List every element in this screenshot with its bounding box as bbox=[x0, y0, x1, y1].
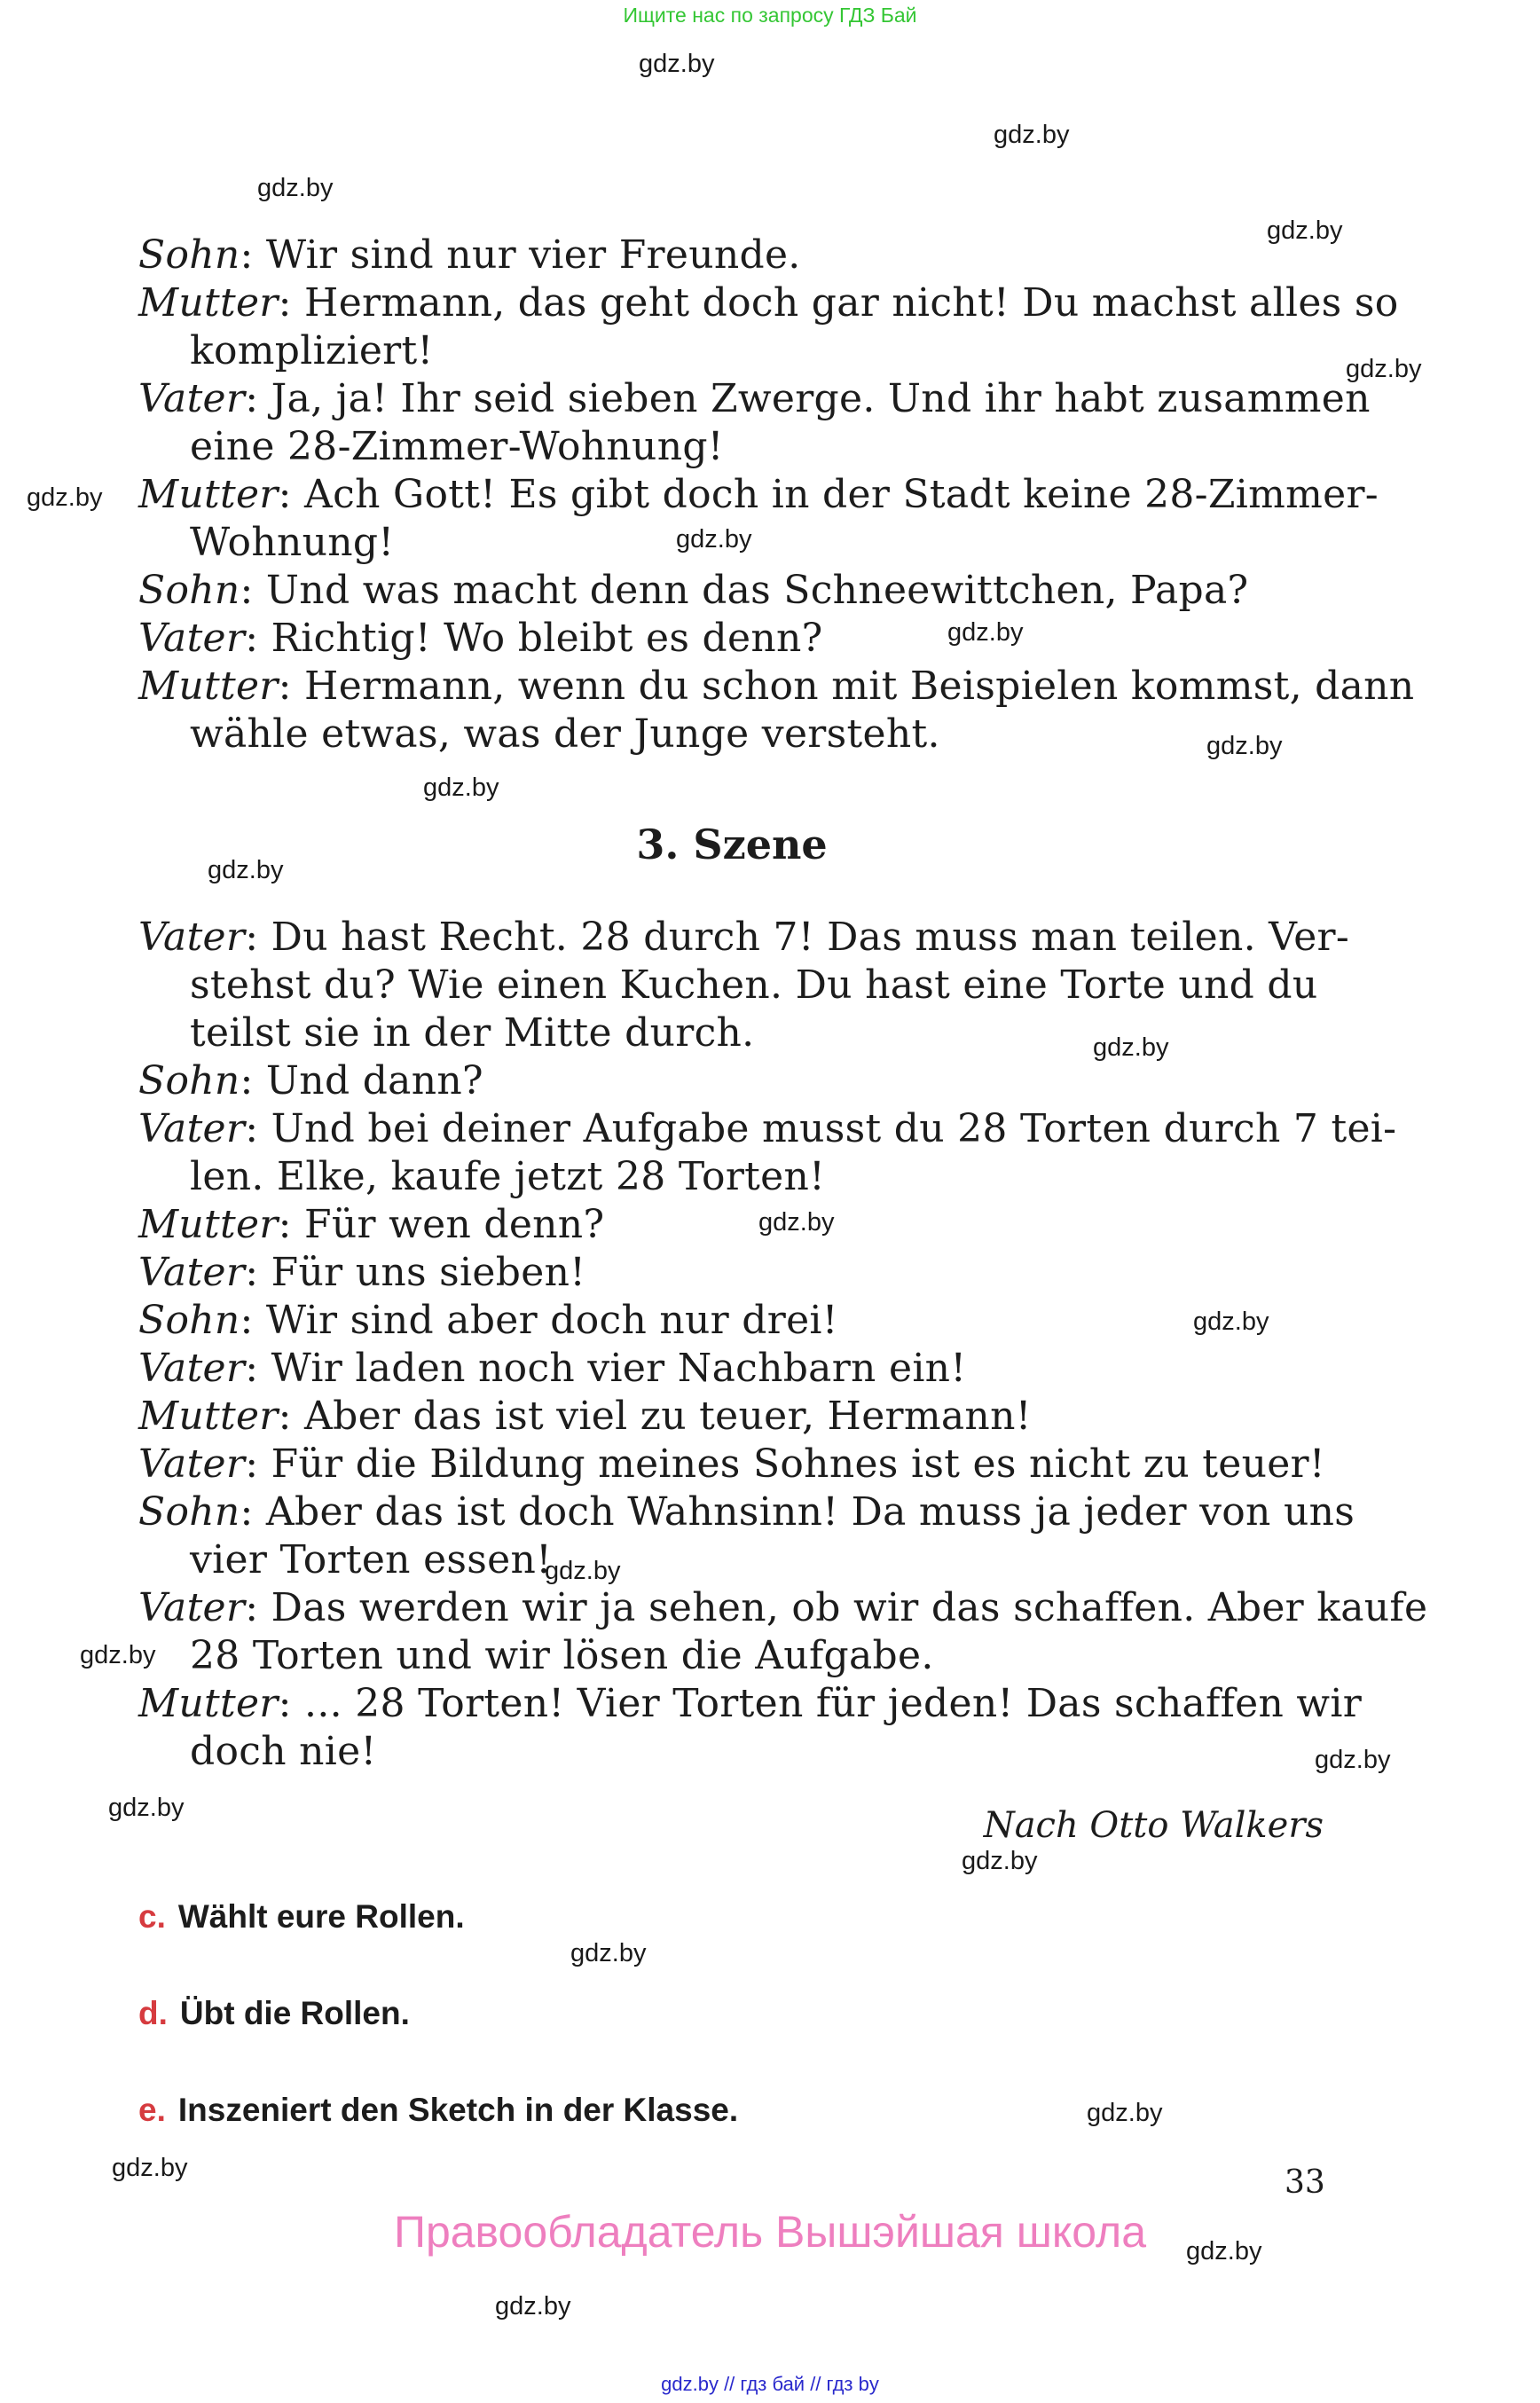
task-text: Wählt eure Rollen. bbox=[177, 1898, 465, 1935]
dialogue-line bbox=[138, 279, 1399, 327]
speech-text: : Für die Bildung meines Sohnes ist es nicht zu teuer! bbox=[245, 1441, 1325, 1487]
watermark: gdz.by bbox=[1093, 1033, 1169, 1062]
speaker-name: Mutter bbox=[138, 1394, 279, 1439]
speech-text: : Wir laden noch vier Nachbarn ein! bbox=[245, 1346, 967, 1391]
dialogue-line bbox=[138, 1249, 585, 1297]
watermark: gdz.by bbox=[1186, 2237, 1262, 2266]
dialogue-continuation: doch nie! bbox=[190, 1729, 377, 1774]
dialogue-line bbox=[138, 914, 1349, 962]
speech-text: : Wir sind aber doch nur drei! bbox=[240, 1298, 838, 1343]
watermark: gdz.by bbox=[495, 2292, 571, 2321]
dialogue-line bbox=[138, 615, 823, 663]
watermark: gdz.by bbox=[108, 1794, 185, 1822]
watermark: gdz.by bbox=[423, 774, 499, 802]
speech-text: : Für wen denn? bbox=[278, 1202, 605, 1247]
speech-text: : Das werden wir ja sehen, ob wir das schaffen. Aber kaufe bbox=[245, 1585, 1428, 1630]
dialogue-line bbox=[138, 232, 801, 279]
watermark: gdz.by bbox=[80, 1641, 156, 1669]
dialogue-continuation: len. Elke, kaufe jetzt 28 Torten! bbox=[190, 1154, 826, 1199]
watermark: gdz.by bbox=[27, 483, 103, 512]
speaker-name: Vater bbox=[138, 1106, 246, 1151]
task-text: Übt die Rollen. bbox=[179, 1995, 410, 2031]
dialogue-line bbox=[138, 1057, 483, 1105]
task-item bbox=[138, 1995, 410, 2032]
speech-text: : Aber das ist viel zu teuer, Hermann! bbox=[278, 1394, 1032, 1439]
speaker-name: Mutter bbox=[138, 472, 279, 517]
task-item bbox=[138, 2092, 738, 2129]
speech-text: : Aber das ist doch Wahnsinn! Da muss ja jeder von uns bbox=[240, 1489, 1355, 1535]
task-letter: d. bbox=[138, 1995, 168, 2031]
speech-text: : Wir sind nur vier Freunde. bbox=[240, 232, 801, 278]
dialogue-continuation: kompliziert! bbox=[190, 328, 434, 373]
speaker-name: Vater bbox=[138, 1250, 246, 1295]
watermark: gdz.by bbox=[208, 856, 284, 884]
footer-links[interactable]: gdz.by // гдз бай // гдз by bbox=[661, 2373, 879, 2395]
dialogue-continuation: teilst sie in der Mitte durch. bbox=[190, 1010, 755, 1056]
dialogue-continuation: vier Torten essen! bbox=[190, 1537, 553, 1582]
speaker-name: Vater bbox=[138, 1346, 246, 1391]
watermark: gdz.by bbox=[570, 1939, 647, 1967]
watermark: gdz.by bbox=[545, 1557, 621, 1585]
dialogue-continuation: eine 28-Zimmer-Wohnung! bbox=[190, 424, 724, 469]
page-number: 33 bbox=[1285, 2164, 1325, 2201]
dialogue-line bbox=[138, 1105, 1396, 1153]
speech-text: : ... 28 Torten! Vier Torten für jeden! Das schaffen wir bbox=[278, 1681, 1363, 1726]
dialogue-line bbox=[138, 1201, 604, 1249]
watermark: gdz.by bbox=[1315, 1746, 1391, 1774]
watermark: gdz.by bbox=[1267, 216, 1343, 245]
speech-text: : Und bei deiner Aufgabe musst du 28 Torten durch 7 tei- bbox=[245, 1106, 1397, 1151]
speaker-name: Mutter bbox=[138, 1681, 279, 1726]
dialogue-line bbox=[138, 1680, 1362, 1728]
speech-text: : Du hast Recht. 28 durch 7! Das muss man teilen. Ver- bbox=[245, 915, 1350, 960]
watermark: gdz.by bbox=[112, 2154, 188, 2182]
watermark: gdz.by bbox=[257, 174, 334, 202]
watermark: gdz.by bbox=[1206, 732, 1283, 760]
dialogue-line bbox=[138, 1584, 1427, 1632]
speech-text: : Hermann, wenn du schon mit Beispielen kommst, dann bbox=[278, 664, 1415, 709]
top-banner: Ищите нас по запросу ГДЗ Бай bbox=[623, 4, 917, 27]
dialogue-continuation: Wohnung! bbox=[190, 520, 395, 565]
speech-text: : Für uns sieben! bbox=[245, 1250, 586, 1295]
task-text: Inszeniert den Sketch in der Klasse. bbox=[177, 2092, 739, 2128]
dialogue-line bbox=[138, 375, 1371, 423]
speaker-name: Sohn bbox=[138, 1058, 240, 1103]
dialogue-line bbox=[138, 663, 1414, 711]
speaker-name: Sohn bbox=[138, 568, 240, 613]
dialogue-continuation: 28 Torten und wir lösen die Aufgabe. bbox=[190, 1633, 934, 1678]
dialogue-continuation: stehst du? Wie einen Kuchen. Du hast eine Torte und du bbox=[190, 962, 1318, 1008]
speaker-name: Mutter bbox=[138, 280, 279, 326]
speaker-name: Sohn bbox=[138, 232, 240, 278]
author-attribution: Nach Otto Walkers bbox=[983, 1805, 1324, 1846]
speaker-name: Vater bbox=[138, 1585, 246, 1630]
watermark: gdz.by bbox=[758, 1208, 835, 1237]
dialogue-line bbox=[138, 471, 1379, 519]
dialogue-line bbox=[138, 1488, 1355, 1536]
speaker-name: Sohn bbox=[138, 1489, 240, 1535]
watermark: gdz.by bbox=[962, 1847, 1038, 1875]
speaker-name: Mutter bbox=[138, 664, 279, 709]
speech-text: : Und dann? bbox=[240, 1058, 483, 1103]
speaker-name: Vater bbox=[138, 915, 246, 960]
watermark: gdz.by bbox=[994, 121, 1070, 149]
dialogue-line bbox=[138, 1441, 1325, 1488]
dialogue-line bbox=[138, 567, 1248, 615]
speaker-name: Vater bbox=[138, 616, 246, 661]
copyright-holder: Правообладатель Вышэйшая школа bbox=[394, 2207, 1146, 2257]
watermark: gdz.by bbox=[676, 525, 752, 554]
task-letter: e. bbox=[138, 2092, 166, 2128]
watermark: gdz.by bbox=[1346, 355, 1422, 383]
speaker-name: Sohn bbox=[138, 1298, 240, 1343]
watermark: gdz.by bbox=[1193, 1308, 1269, 1336]
task-letter: c. bbox=[138, 1898, 166, 1935]
scene-heading: 3. Szene bbox=[636, 821, 828, 868]
speech-text: : Hermann, das geht doch gar nicht! Du machst alles so bbox=[278, 280, 1399, 326]
task-item bbox=[138, 1898, 465, 1936]
speech-text: : Und was macht denn das Schneewittchen, Papa? bbox=[240, 568, 1249, 613]
speech-text: : Ach Gott! Es gibt doch in der Stadt keine 28-Zimmer- bbox=[278, 472, 1379, 517]
dialogue-continuation: wähle etwas, was der Junge versteht. bbox=[190, 711, 940, 757]
dialogue-line bbox=[138, 1345, 966, 1393]
watermark: gdz.by bbox=[1087, 2099, 1163, 2127]
dialogue-line bbox=[138, 1297, 838, 1345]
speaker-name: Mutter bbox=[138, 1202, 279, 1247]
dialogue-line bbox=[138, 1393, 1032, 1441]
watermark: gdz.by bbox=[947, 618, 1024, 647]
speaker-name: Vater bbox=[138, 1441, 246, 1487]
watermark: gdz.by bbox=[639, 50, 715, 78]
speech-text: : Richtig! Wo bleibt es denn? bbox=[245, 616, 823, 661]
speaker-name: Vater bbox=[138, 376, 246, 421]
speech-text: : Ja, ja! Ihr seid sieben Zwerge. Und ihr habt zusammen bbox=[245, 376, 1371, 421]
